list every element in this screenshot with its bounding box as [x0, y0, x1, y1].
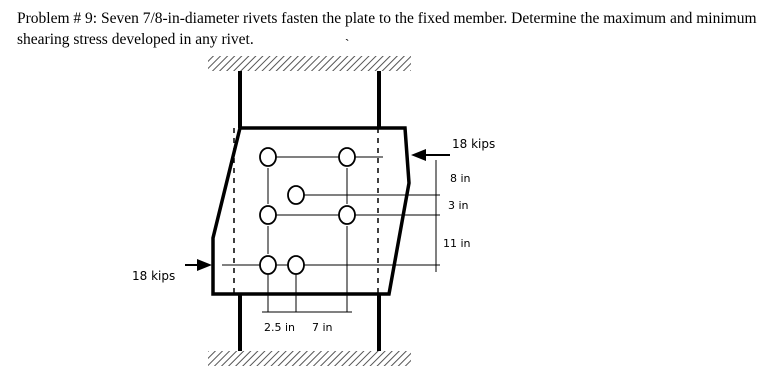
rivet	[260, 148, 276, 166]
top-support-hatch	[208, 56, 411, 71]
bottom-support-hatch	[208, 351, 411, 366]
rivet	[339, 206, 355, 224]
rivet	[288, 186, 304, 204]
rivets	[260, 148, 355, 274]
fixed-member-hidden-edges	[234, 128, 378, 294]
right-load-label: 18 kips	[452, 137, 496, 151]
problem-text: Problem # 9: Seven 7/8-in-diameter rivets fasten the plate to the fixed member. Determine the maximum and minimum shearing stress developed in any rivet.	[17, 10, 757, 48]
plate-outline	[213, 128, 409, 294]
dim-2-5in-label: 2.5 in	[264, 321, 296, 334]
rivet	[260, 206, 276, 224]
dim-7in-label: 7 in	[312, 321, 333, 334]
right-load-arrow	[411, 149, 450, 161]
rivet	[260, 256, 276, 274]
dim-11in-label: 11 in	[443, 237, 471, 250]
rivet	[288, 256, 304, 274]
stray-mark: ˋ	[345, 36, 350, 51]
left-load-label: 18 kips	[132, 269, 176, 283]
left-load-arrow	[185, 259, 212, 271]
rivet	[339, 148, 355, 166]
dim-3in-label: 3 in	[448, 199, 469, 212]
dim-8in-label: 8 in	[450, 172, 471, 185]
